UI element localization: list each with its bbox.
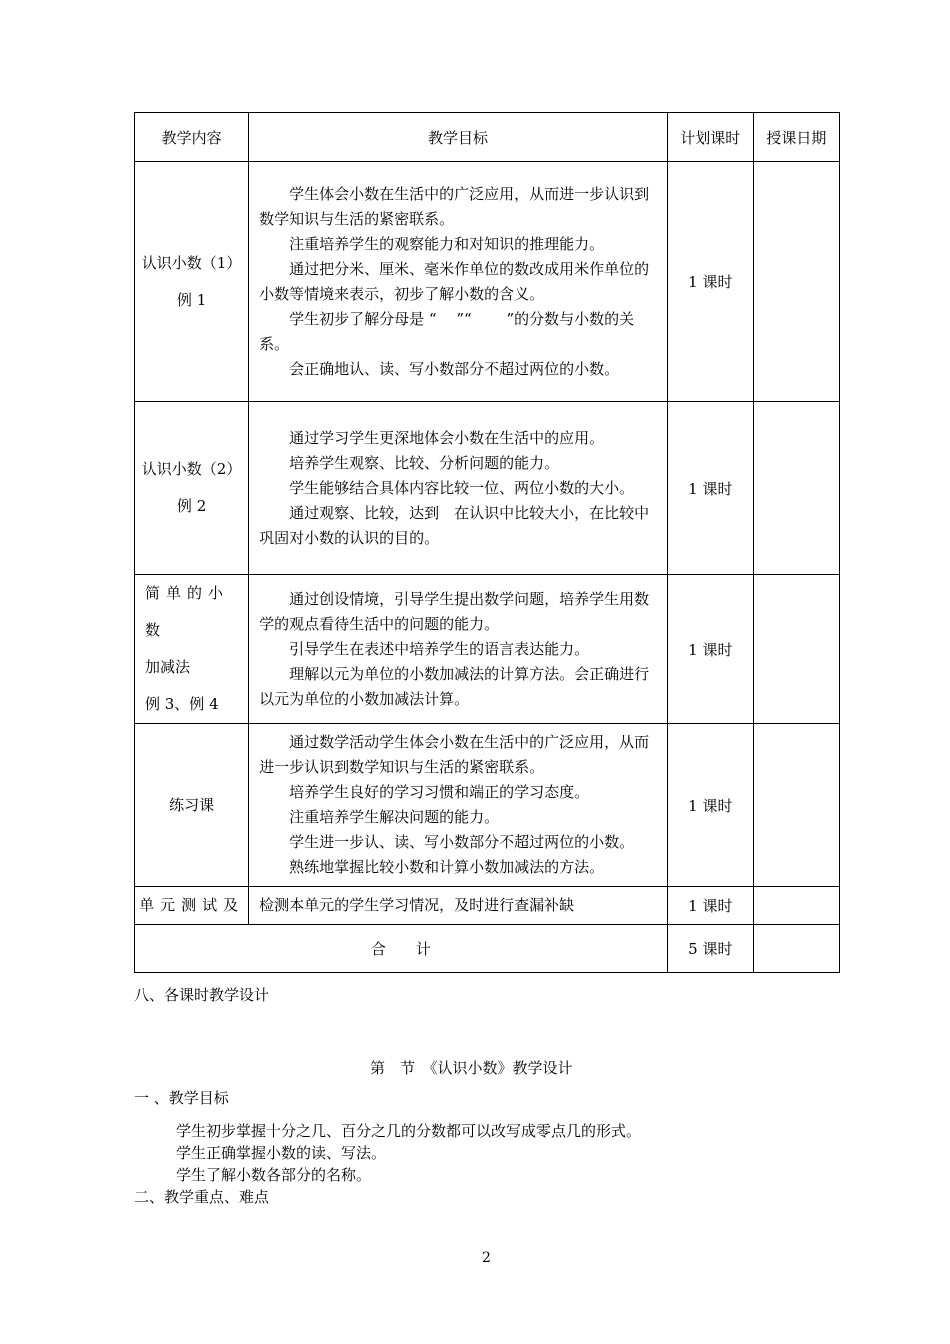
row-goals: 通过学习学生更深地体会小数在生活中的应用。 培养学生观察、比较、分析问题的能力。 学生能够结合具体内容比较一位、两位小数的大小。 通过观察、比较，达到 在认识中比较大小，在比较中巩固对小数的认识的目的。 bbox=[249, 402, 668, 575]
goal-item: 学生正确掌握小数的读、写法。 bbox=[176, 1144, 387, 1162]
row-content: 练习课 bbox=[135, 724, 249, 887]
row-date bbox=[753, 887, 839, 925]
heading-teaching-goals: 一 、教学目标 bbox=[134, 1089, 229, 1107]
lesson-plan-table bbox=[134, 112, 840, 973]
section-eight-heading: 八、各课时教学设计 bbox=[134, 986, 270, 1004]
page-number: 2 bbox=[482, 1250, 491, 1266]
row-content: 认识小数（2） 例 2 bbox=[135, 402, 249, 575]
row-date bbox=[753, 575, 839, 724]
total-date bbox=[753, 925, 839, 973]
row-hours: 1 课时 bbox=[667, 887, 753, 925]
row-goals: 学生体会小数在生活中的广泛应用，从而进一步认识到数学知识与生活的紧密联系。 注重培养学生的观察能力和对知识的推理能力。 通过把分米、厘米、毫米作单位的数改成用米作单位的小数等情境来表示，初步了解小数的含义。 学生初步了解分母是 “ ”“ ”的分数与小数的关系。 会正确地认、读、写小数部分不超过两位的小数。 bbox=[249, 162, 668, 402]
lesson-title: 第 节 《认识小数》教学设计 bbox=[370, 1059, 573, 1077]
header-date: 授课日期 bbox=[753, 113, 839, 162]
row-hours: 1 课时 bbox=[667, 162, 753, 402]
row-content: 单元测试及 bbox=[135, 887, 249, 925]
row-date bbox=[753, 724, 839, 887]
row-hours: 1 课时 bbox=[667, 575, 753, 724]
row-date bbox=[753, 402, 839, 575]
row-content: 简单的小数 加减法 例 3、例 4 bbox=[135, 575, 249, 724]
row-goals: 通过创设情境，引导学生提出数学问题，培养学生用数学的观点看待生活中的问题的能力。 引导学生在表述中培养学生的语言表达能力。 理解以元为单位的小数加减法的计算方法。会正确进行以元为单位的小数加减法计算。 bbox=[249, 575, 668, 724]
heading-key-points: 二、教学重点、难点 bbox=[134, 1188, 270, 1206]
total-label: 合 计 bbox=[135, 925, 668, 973]
row-date bbox=[753, 162, 839, 402]
header-goals: 教学目标 bbox=[249, 113, 668, 162]
header-hours: 计划课时 bbox=[667, 113, 753, 162]
row-hours: 1 课时 bbox=[667, 724, 753, 887]
row-goals: 通过数学活动学生体会小数在生活中的广泛应用，从而进一步认识到数学知识与生活的紧密联系。 培养学生良好的学习习惯和端正的学习态度。 注重培养学生解决问题的能力。 学生进一步认、读、写小数部分不超过两位的小数。 熟练地掌握比较小数和计算小数加减法的方法。 bbox=[249, 724, 668, 887]
total-hours: 5 课时 bbox=[667, 925, 753, 973]
goal-item: 学生了解小数各部分的名称。 bbox=[176, 1166, 372, 1184]
table-total-row bbox=[135, 925, 840, 973]
row-content: 认识小数（1） 例 1 bbox=[135, 162, 249, 402]
row-hours: 1 课时 bbox=[667, 402, 753, 575]
table-row bbox=[135, 402, 840, 575]
goal-item: 学生初步掌握十分之几、百分之几的分数都可以改写成零点几的形式。 bbox=[176, 1122, 642, 1140]
table-row bbox=[135, 162, 840, 402]
header-content: 教学内容 bbox=[135, 113, 249, 162]
table-row bbox=[135, 887, 840, 925]
table-row bbox=[135, 575, 840, 724]
table-header-row bbox=[135, 113, 840, 162]
table-row bbox=[135, 724, 840, 887]
row-goals: 检测本单元的学生学习情况，及时进行查漏补缺 bbox=[249, 887, 668, 925]
